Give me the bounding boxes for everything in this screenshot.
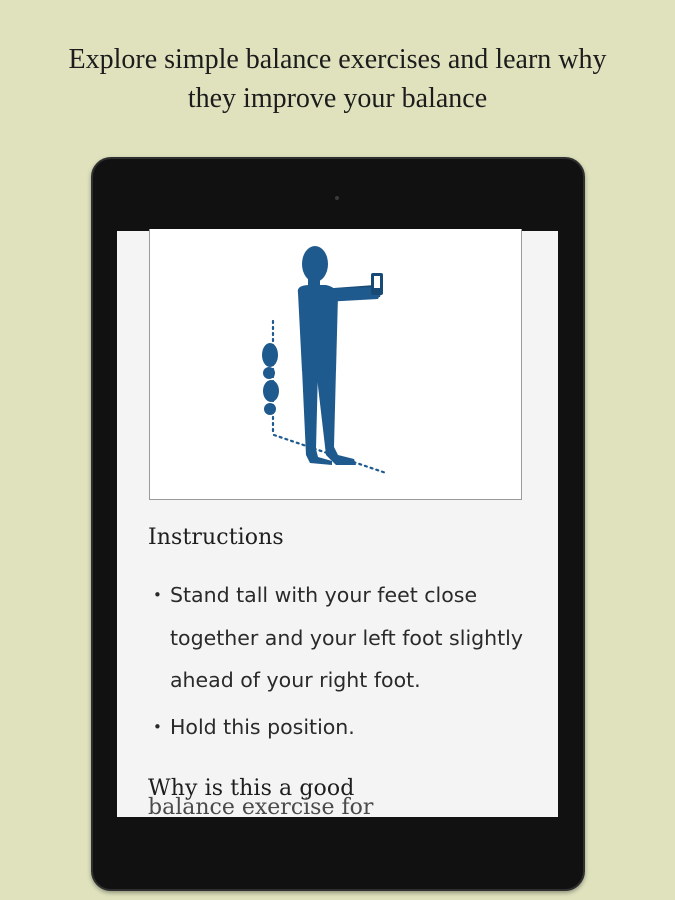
promo-headline [0, 40, 675, 118]
why-heading: Why is this a good [148, 776, 355, 801]
why-heading-continued [148, 795, 528, 820]
instructions-list [153, 574, 553, 748]
bullet-dot: • [153, 717, 162, 736]
list-item [153, 706, 553, 748]
standing-figure-holding-phone-icon [150, 229, 523, 500]
front-camera [335, 196, 339, 200]
list-item [153, 574, 553, 702]
why-heading-continued-text: balance exercise for [148, 795, 374, 820]
exercise-illustration [149, 229, 522, 500]
instructions-heading: Instructions [148, 525, 284, 550]
instruction-text: Stand tall with your feet close together and your left foot slightly ahead of your right foot. [170, 583, 524, 692]
app-screen[interactable] [117, 231, 558, 820]
instruction-text: Hold this position. [170, 714, 355, 739]
promo-headline-line-1: Explore simple balance exercises and learn why [68, 44, 607, 75]
promo-headline-line-2: they improve your balance [187, 83, 488, 114]
bullet-dot: • [153, 586, 162, 604]
